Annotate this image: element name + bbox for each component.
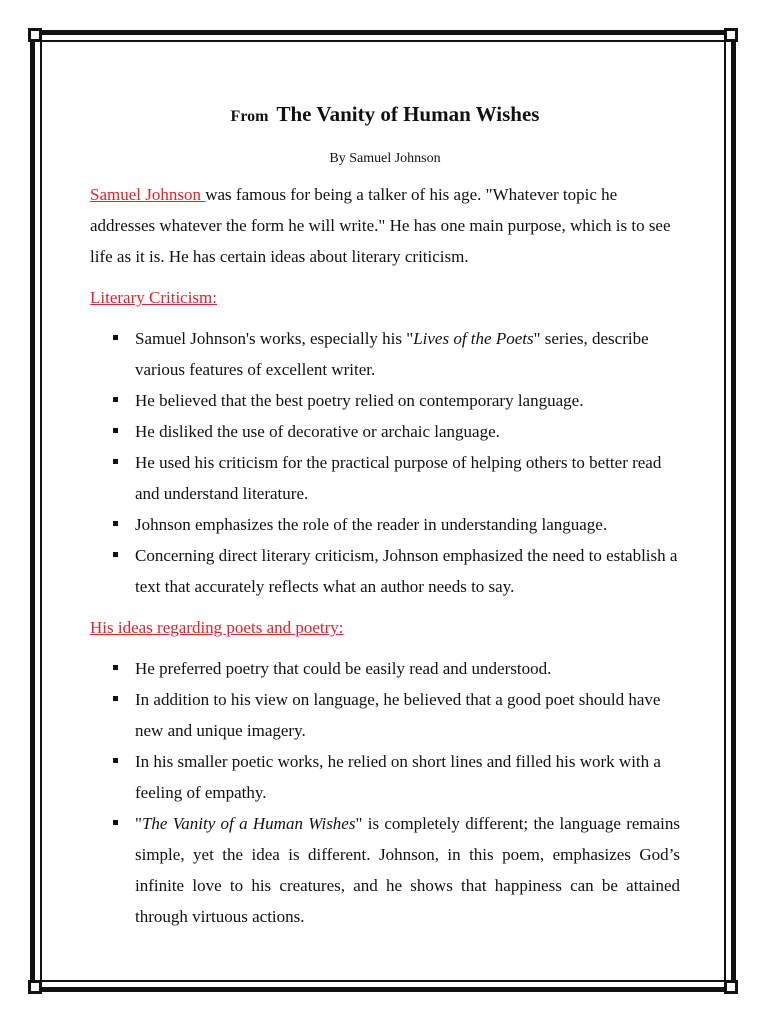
border-corner	[28, 28, 42, 42]
intro-text: was famous for being a talker of his age. "Whatever topic he addresses whatever the form he will write." He has one main purpose, which is to see life as it is. He has certain ideas about literary criticism.	[90, 185, 671, 266]
byline: By Samuel Johnson	[329, 151, 441, 166]
title-text: The Vanity of Human Wishes	[276, 102, 540, 126]
list-item: He used his criticism for the practical purpose of helping others to better read and understand literature.	[135, 447, 680, 509]
item-italic-title: The Vanity of a Human Wishes	[141, 814, 356, 833]
item-text: "	[135, 814, 142, 833]
border-corner	[724, 980, 738, 994]
section-heading-poets-poetry: His ideas regarding poets and poetry:	[90, 618, 344, 637]
list-item: Concerning direct literary criticism, Johnson emphasized the need to establish a text that accurately reflects what an author needs to say.	[135, 540, 680, 602]
list-item: He believed that the best poetry relied on contemporary language.	[135, 385, 680, 416]
border-corner	[28, 980, 42, 994]
list-item: He disliked the use of decorative or archaic language.	[135, 416, 680, 447]
section-heading-literary-criticism: Literary Criticism:	[90, 288, 217, 307]
literary-criticism-list	[90, 323, 680, 602]
list-item: In addition to his view on language, he believed that a good poet should have new and unique imagery.	[135, 684, 680, 746]
item-text: " is completely different; the language remains simple, yet the idea is different. Johnson, in this poem, emphasizes God’s infinite love to his creatures, and he shows that happiness can be attained through virtuous actions.	[135, 814, 681, 926]
title-prefix: From	[230, 108, 269, 125]
item-text: " series, describe various features of excellent writer.	[135, 329, 649, 379]
author-link[interactable]: Samuel Johnson	[90, 185, 206, 204]
item-text: Samuel Johnson's works, especially his "	[135, 329, 414, 348]
list-item	[135, 323, 680, 385]
intro-paragraph	[90, 179, 680, 272]
document-body	[90, 92, 680, 932]
list-item: He preferred poetry that could be easily read and understood.	[135, 653, 680, 684]
poets-poetry-list	[90, 653, 680, 932]
list-item: Johnson emphasizes the role of the reader in understanding language.	[135, 509, 680, 540]
list-item: In his smaller poetic works, he relied on short lines and filled his work with a feeling of empathy.	[135, 746, 680, 808]
item-italic-title: Lives of the Poets	[413, 329, 534, 348]
border-corner	[724, 28, 738, 42]
page-title	[90, 92, 680, 129]
list-item	[135, 808, 680, 932]
